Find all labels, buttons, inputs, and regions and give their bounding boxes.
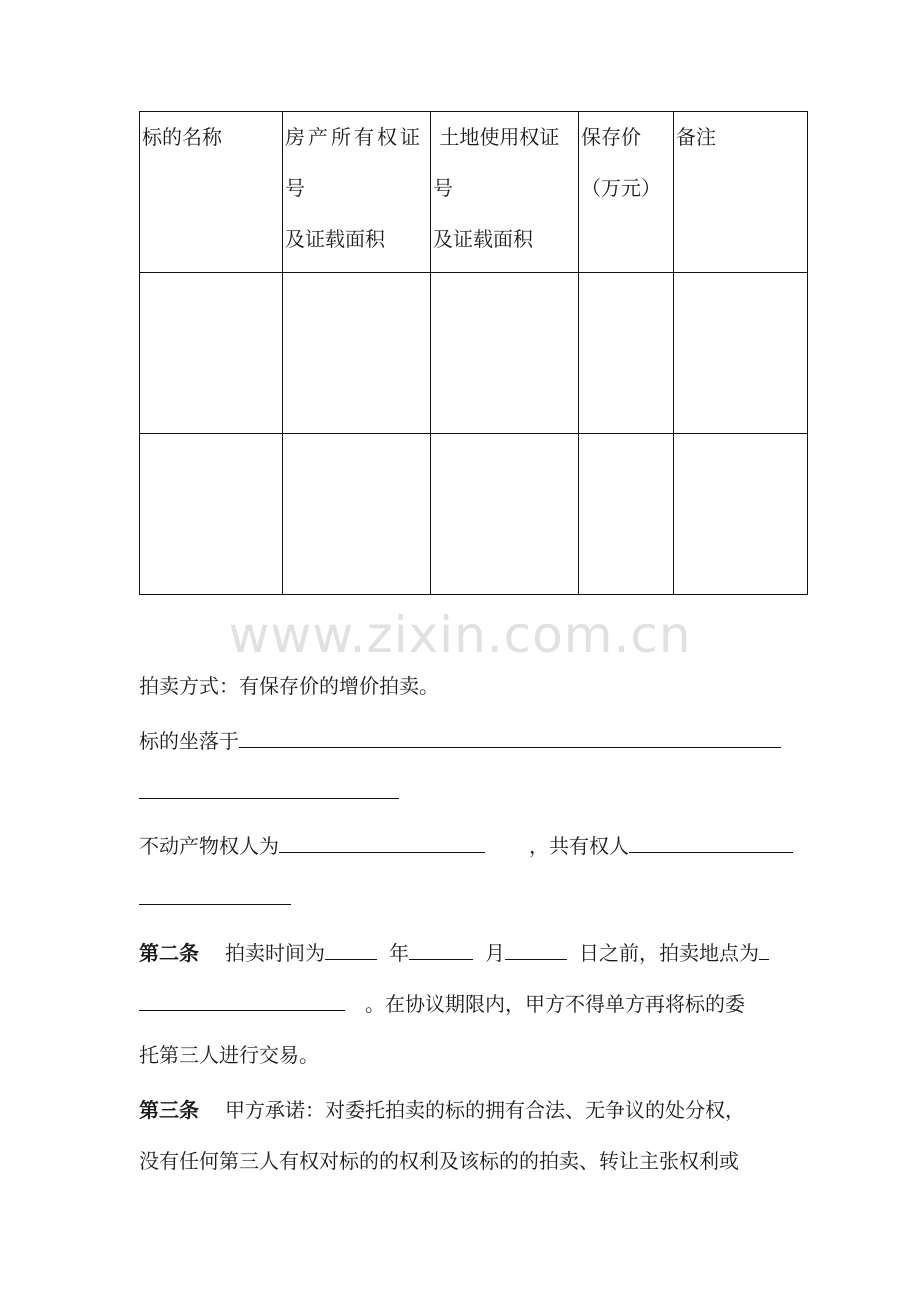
header-reserve-price: 保存价 （万元） (579, 112, 674, 273)
table-cell (579, 273, 674, 434)
auction-items-table (139, 111, 808, 595)
location-label: 标的坐落于 (139, 729, 239, 753)
day-blank[interactable] (505, 939, 567, 960)
auction-method-line: 拍卖方式：有保存价的增价拍卖。 (139, 674, 439, 698)
table-cell (674, 434, 808, 595)
article3-text: 甲方承诺：对委托拍卖的标的拥有合法、无争议的处分权， (225, 1098, 745, 1122)
table-cell (431, 273, 579, 434)
table-cell (140, 273, 283, 434)
article2-line1 (139, 939, 769, 967)
owner-blank[interactable] (279, 832, 485, 853)
table-cell (674, 273, 808, 434)
watermark: www.zixin.com.cn (228, 606, 692, 664)
owner-line-continued (139, 884, 291, 912)
location-line (139, 727, 781, 755)
table-cell (579, 434, 674, 595)
article2-title: 第二条 (139, 941, 199, 965)
co-owner-blank[interactable] (629, 832, 793, 853)
table-cell (283, 434, 431, 595)
day-before-label: 日之前，拍卖地点为 (579, 941, 759, 965)
venue-blank[interactable] (759, 939, 769, 960)
location-blank[interactable] (239, 727, 781, 748)
header-property-cert: 房产所有权证 号 及证载面积 (283, 112, 431, 273)
owner-line (139, 832, 793, 860)
table-cell (140, 434, 283, 595)
article3-title: 第三条 (139, 1098, 199, 1122)
venue-blank-continued[interactable] (139, 990, 345, 1011)
year-blank[interactable] (325, 939, 377, 960)
article3-line2: 没有任何第三人有权对标的的权利及该标的的拍卖、转让主张权利或 (139, 1149, 739, 1173)
table-row (140, 434, 808, 595)
table-header-row (140, 112, 808, 273)
header-item-name: 标的名称 (140, 112, 283, 273)
table-cell (431, 434, 579, 595)
location-blank-continued[interactable] (139, 778, 399, 799)
article2-rest: 。在协议期限内，甲方不得单方再将标的委 (365, 992, 745, 1016)
year-label: 年 (389, 941, 409, 965)
month-label: 月 (485, 941, 505, 965)
header-remarks: 备注 (674, 112, 808, 273)
table-row (140, 273, 808, 434)
article3-line1 (139, 1096, 745, 1124)
article2-line3: 托第三人进行交易。 (139, 1043, 319, 1067)
co-owner-label: ，共有权人 (529, 834, 629, 858)
owner-label: 不动产物权人为 (139, 834, 279, 858)
article2-time-label: 拍卖时间为 (225, 941, 325, 965)
location-line-continued (139, 778, 399, 806)
table-cell (283, 273, 431, 434)
header-land-cert: 土地使用权证 号 及证载面积 (431, 112, 579, 273)
co-owner-blank-continued[interactable] (139, 884, 291, 905)
article2-line2 (139, 990, 745, 1018)
month-blank[interactable] (409, 939, 473, 960)
